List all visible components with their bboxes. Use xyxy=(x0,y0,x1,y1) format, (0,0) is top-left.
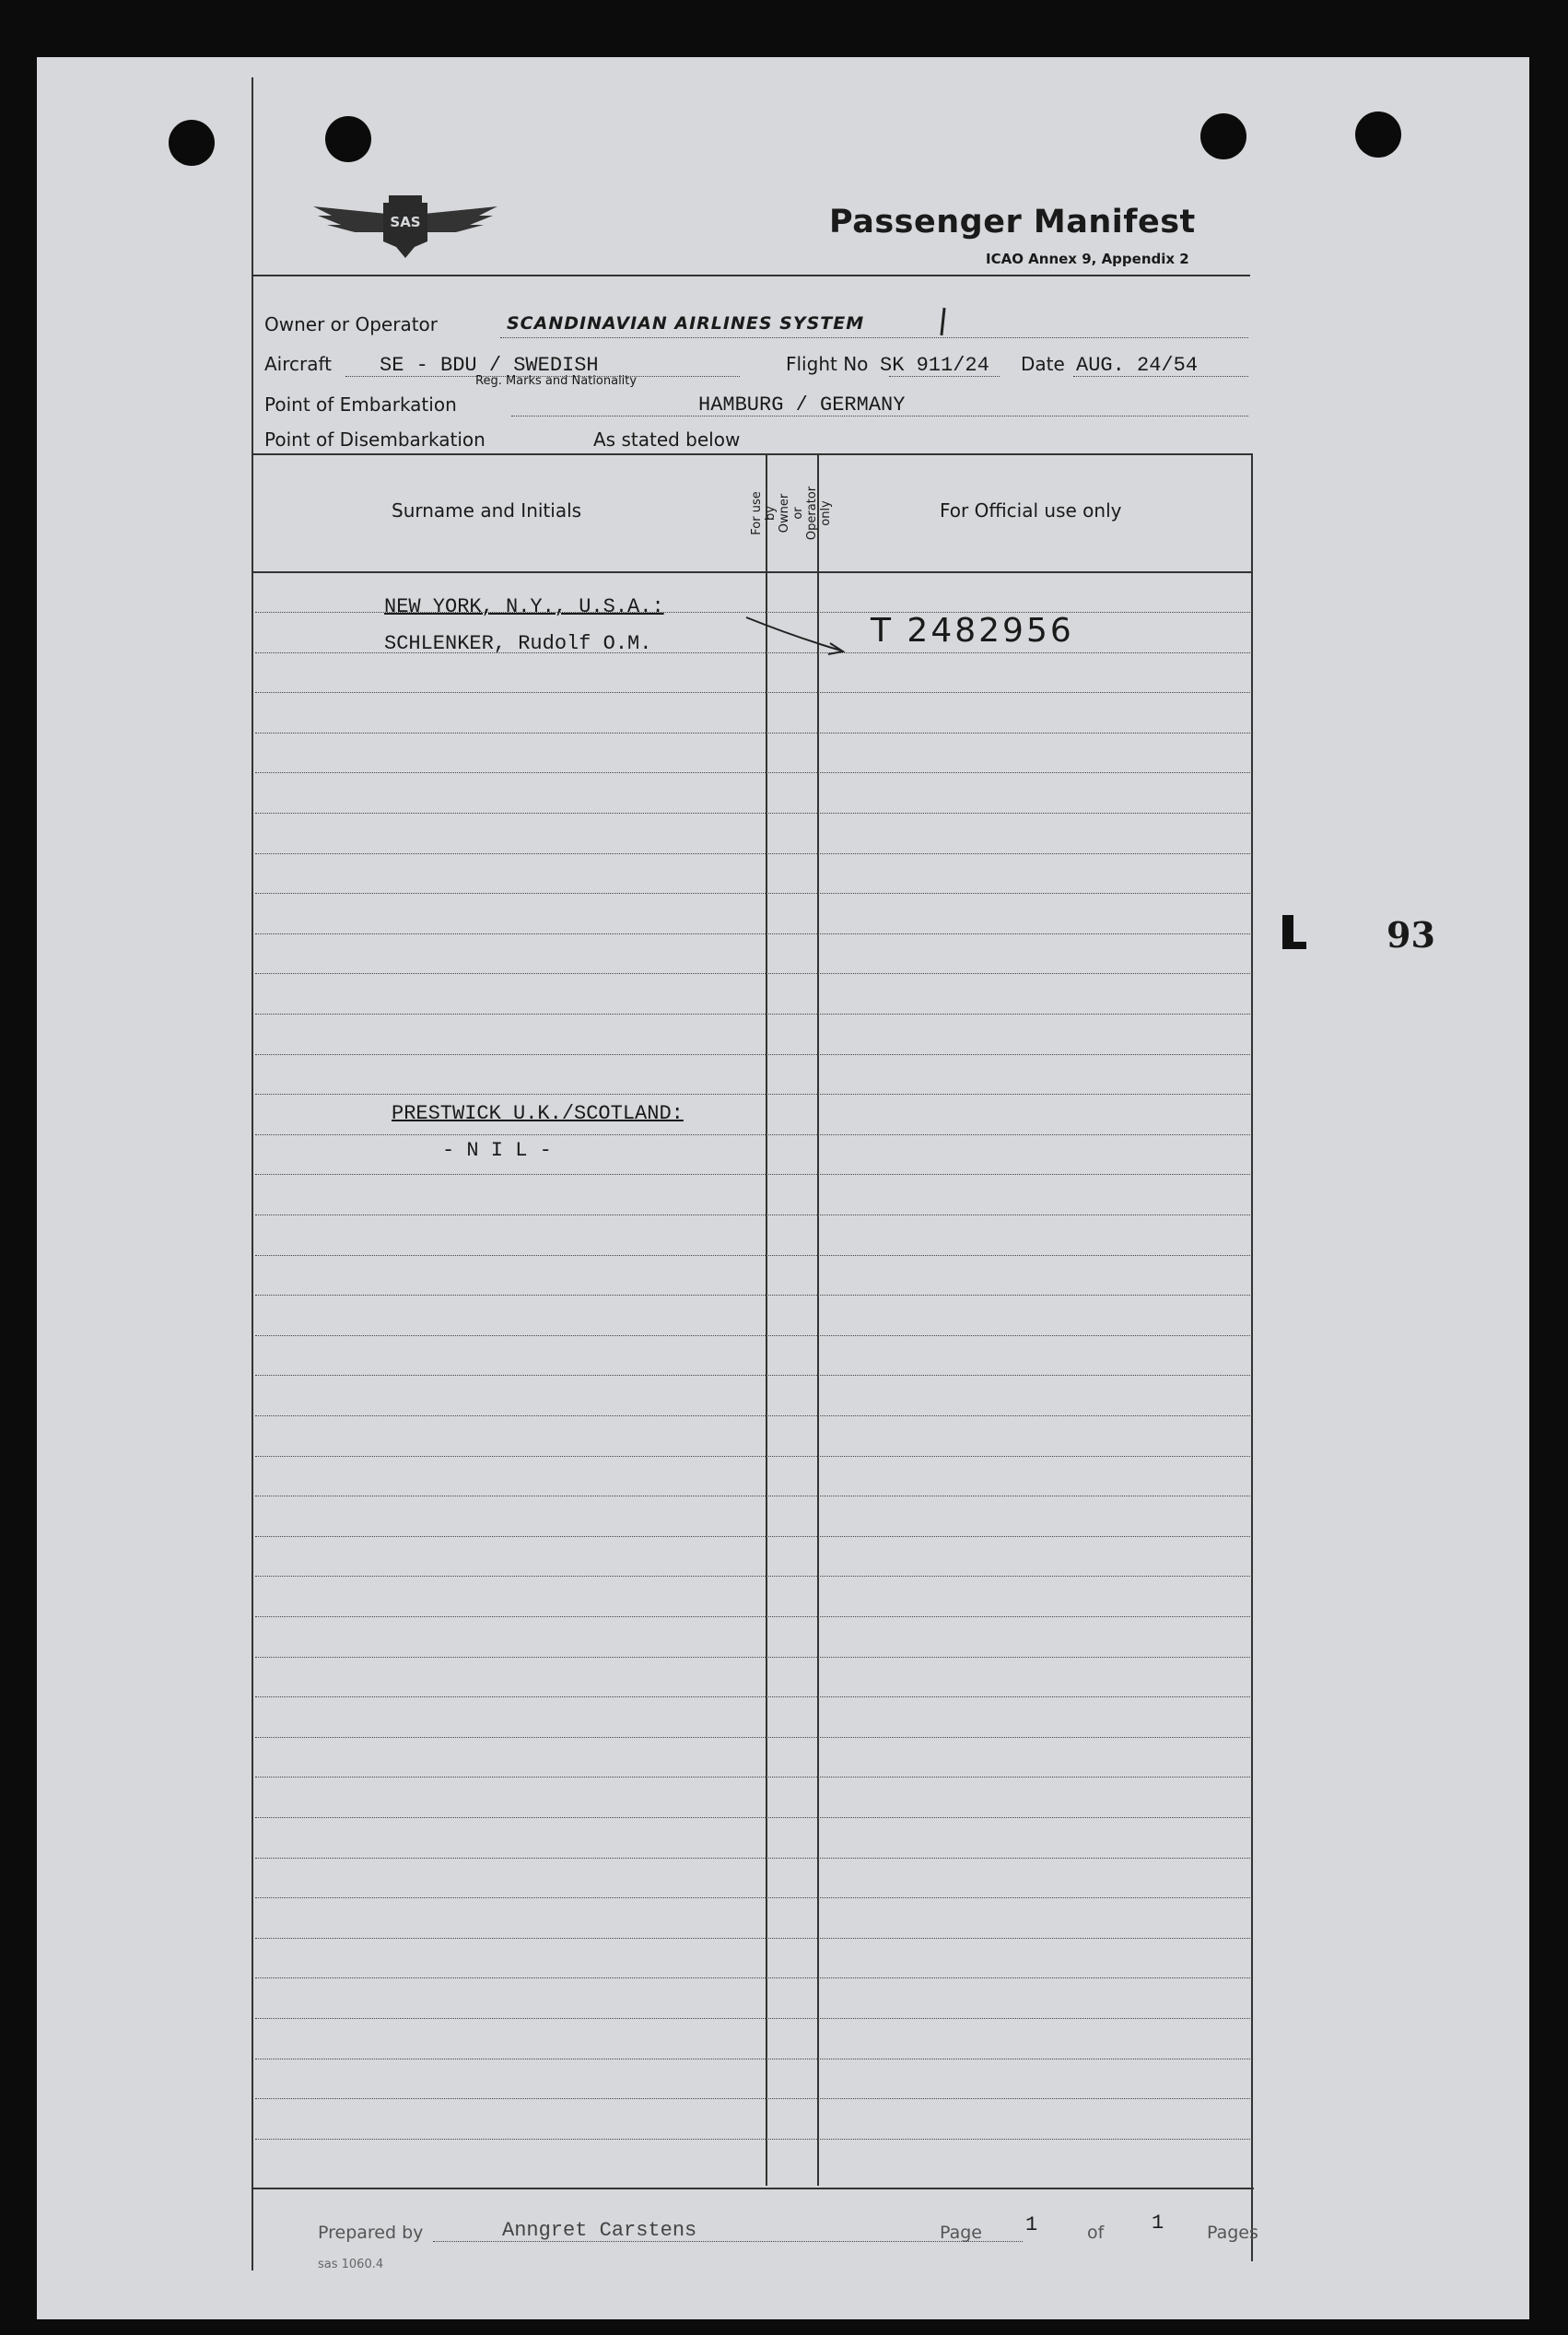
embarkation-value: HAMBURG / GERMANY xyxy=(698,393,906,417)
table-rule-line xyxy=(255,1777,1250,1778)
pages-label: Pages xyxy=(1207,2223,1258,2243)
page-label: Page xyxy=(940,2223,982,2243)
logo-text: SAS xyxy=(390,214,421,230)
col-header-operator: For use by Owner or Operator only xyxy=(750,486,833,541)
aircraft-caption: Reg. Marks and Nationality xyxy=(475,374,638,388)
table-rule-line xyxy=(255,1214,1250,1215)
table-rule-line xyxy=(255,1255,1250,1256)
table-rule-line xyxy=(255,1335,1250,1336)
arrow-icon xyxy=(742,610,852,665)
owner-tick-mark xyxy=(940,308,945,335)
punch-hole xyxy=(1355,111,1401,158)
table-rule-line xyxy=(255,1456,1250,1457)
table-rule-line xyxy=(255,1737,1250,1738)
table-rule-line xyxy=(255,1415,1250,1416)
table-rule-line xyxy=(255,692,1250,693)
col-header-surname: Surname and Initials xyxy=(392,499,582,522)
table-rule-line xyxy=(255,1858,1250,1859)
prepared-by-label: Prepared by xyxy=(318,2223,424,2243)
official-number: T 2482956 xyxy=(871,612,1074,650)
of-label: of xyxy=(1087,2223,1105,2243)
flight-label: Flight No xyxy=(786,353,869,375)
table-rule-line xyxy=(255,893,1250,894)
owner-label: Owner or Operator xyxy=(264,313,438,335)
form-code: sas 1060.4 xyxy=(318,2258,384,2271)
table-rule-line xyxy=(255,1054,1250,1055)
table-rule-line xyxy=(255,2139,1250,2140)
embarkation-label: Point of Embarkation xyxy=(264,393,457,416)
passenger-name: SCHLENKER, Rudolf O.M. xyxy=(384,632,652,655)
table-rule-line xyxy=(255,1576,1250,1577)
sas-logo-icon xyxy=(304,188,507,262)
table-rule-line xyxy=(255,1295,1250,1296)
punch-hole xyxy=(169,120,215,166)
disembarkation-label: Point of Disembarkation xyxy=(264,428,486,451)
owner-value: SCANDINAVIAN AIRLINES SYSTEM xyxy=(507,313,865,334)
flight-value: SK 911/24 xyxy=(880,354,989,377)
table-rule-line xyxy=(255,2098,1250,2099)
table-rule-line xyxy=(255,1977,1250,1978)
of-value: 1 xyxy=(1152,2212,1164,2235)
table-rule-line xyxy=(255,1817,1250,1818)
aircraft-value: SE - BDU / SWEDISH xyxy=(380,354,599,377)
disembarkation-value: As stated below xyxy=(593,428,741,451)
date-label: Date xyxy=(1021,353,1065,375)
table-rule-line xyxy=(255,772,1250,773)
prepared-dotted-line xyxy=(433,2241,1023,2242)
table-header-divider xyxy=(253,571,1252,573)
table-rule-line xyxy=(255,1536,1250,1537)
prepared-by-value: Anngret Carstens xyxy=(502,2219,697,2242)
table-top-border xyxy=(253,453,1252,455)
table-rule-line xyxy=(255,1616,1250,1617)
table-rule-line xyxy=(255,1134,1250,1135)
destination-new-york: NEW YORK, N.Y., U.S.A.: xyxy=(384,595,664,618)
table-rule-line xyxy=(255,2018,1250,2019)
table-rule-line xyxy=(255,973,1250,974)
embarkation-dotted-line xyxy=(511,416,1248,417)
table-rule-line xyxy=(255,933,1250,934)
margin-page-number: 93 xyxy=(1387,914,1435,956)
passenger-manifest-form xyxy=(252,77,1256,2270)
owner-dotted-line xyxy=(500,337,1248,338)
aircraft-label: Aircraft xyxy=(264,353,333,375)
flight-dotted-line xyxy=(889,376,1000,377)
table-bottom-border xyxy=(253,2188,1254,2189)
table-rule-line xyxy=(255,853,1250,854)
table-right-border xyxy=(1251,453,1253,2261)
page-value: 1 xyxy=(1025,2213,1038,2236)
manifest-title: Passenger Manifest xyxy=(829,204,1196,241)
table-rule-line xyxy=(255,1897,1250,1898)
table-rule-line xyxy=(255,1094,1250,1095)
table-rule-line xyxy=(255,1696,1250,1697)
date-value: AUG. 24/54 xyxy=(1076,354,1199,377)
manifest-subtitle: ICAO Annex 9, Appendix 2 xyxy=(986,251,1189,267)
col-header-official: For Official use only xyxy=(940,499,1122,522)
nil-entry: - N I L - xyxy=(442,1139,552,1162)
column-divider-2 xyxy=(817,453,819,2186)
header-divider xyxy=(253,275,1250,276)
table-rule-line xyxy=(255,1938,1250,1939)
date-dotted-line xyxy=(1073,376,1248,377)
destination-prestwick: PRESTWICK U.K./SCOTLAND: xyxy=(392,1102,684,1125)
table-rule-line xyxy=(255,1174,1250,1175)
margin-tab-mark xyxy=(1282,942,1306,949)
table-rule-line xyxy=(255,1657,1250,1658)
table-rule-line xyxy=(255,1014,1250,1015)
table-rule-line xyxy=(255,1375,1250,1376)
col-header-operator-wrap xyxy=(750,457,833,569)
table-rule-line xyxy=(255,813,1250,814)
column-divider-1 xyxy=(766,453,767,2186)
